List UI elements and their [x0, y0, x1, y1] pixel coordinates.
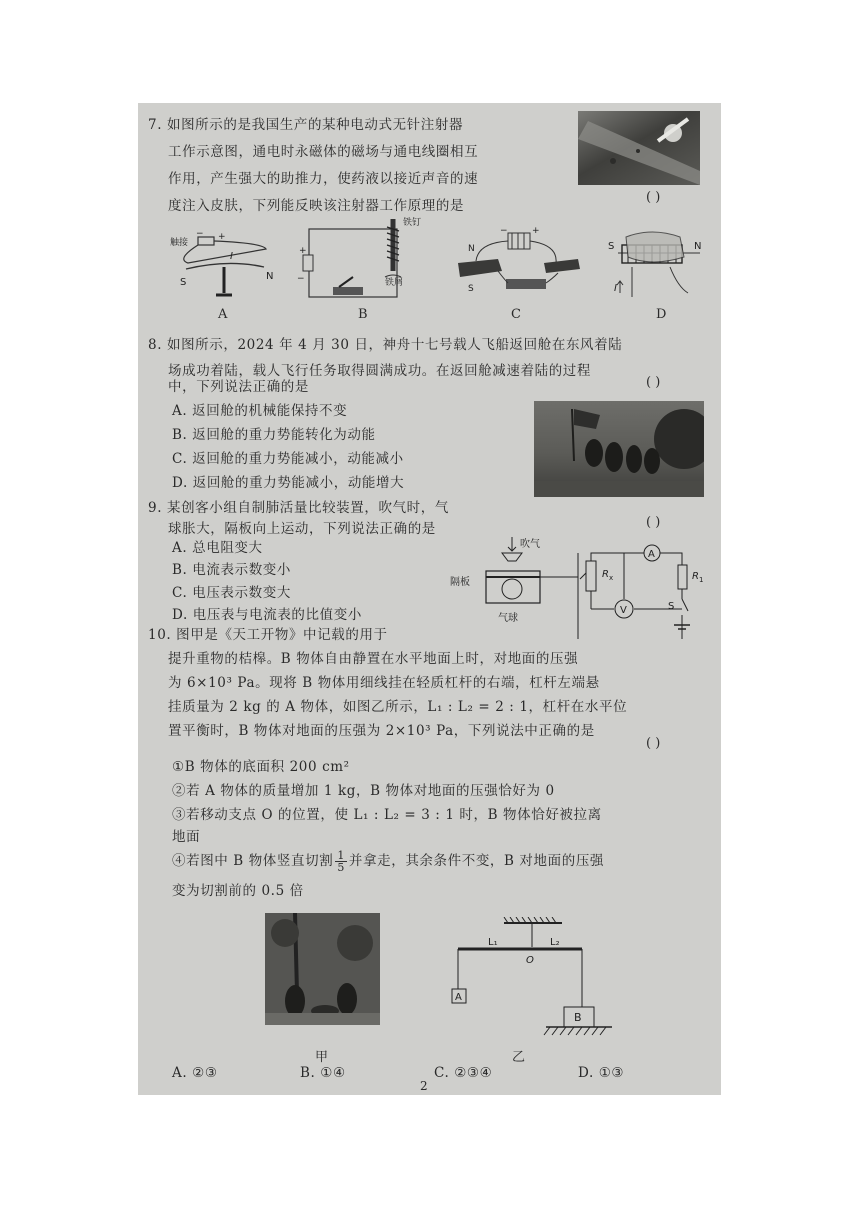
q8-option-a: A. 返回舱的机械能保持不变: [172, 403, 348, 419]
q9-option-d: D. 电压表与电流表的比值变小: [172, 607, 362, 623]
q9-ammeter-label: A: [648, 549, 655, 560]
q10-stmt4-fraction: $\frac{1}{5}$: [337, 849, 345, 874]
q7-fig-b: [293, 215, 423, 307]
q10-statement-2: ②若 A 物体的质量增加 1 kg，B 物体对地面的压强恰好为 0: [172, 783, 555, 799]
q10-option-d: D. ①③: [578, 1065, 625, 1081]
q10-statement-3: ③若移动支点 O 的位置，使 L₁ : L₂ = 3 : 1 时，B 物体恰好被拉离: [172, 807, 602, 823]
q10-o-label: O: [526, 955, 534, 966]
q7d-s: S: [608, 241, 615, 252]
q7c-s: S: [468, 284, 474, 294]
exam-page: [138, 103, 721, 1095]
q7b-plus: +: [299, 246, 307, 256]
electromagnet-diagram: [293, 215, 423, 307]
lever-diagram: [450, 917, 620, 1043]
q7-injector-photo: [578, 111, 700, 185]
q7-fig-d: [608, 227, 708, 305]
q7-fig-a: [168, 223, 288, 305]
q8-option-b: B. 返回舱的重力势能转化为动能: [172, 427, 376, 443]
switch-icon: [506, 279, 546, 289]
q10-yi-caption: 乙: [512, 1050, 526, 1065]
q10-line-1: 10. 图甲是《天工开物》中记载的用于: [148, 627, 388, 643]
q9-voltmeter-label: V: [620, 605, 627, 616]
q9-r1-label: R: [692, 571, 699, 582]
q7-fig-c: [448, 223, 588, 305]
q10-statement-1: ①B 物体的底面积 200 cm²: [172, 759, 350, 775]
q10-jia-caption: 甲: [315, 1050, 329, 1065]
q10-a-label: A: [455, 992, 462, 1003]
q8-answer-paren: ( ): [646, 375, 661, 390]
q7-line-1: 7. 如图所示的是我国生产的某种电动式无针注射器: [148, 117, 464, 133]
motor-diagram: [448, 223, 588, 305]
q9-balloon-label: 气球: [498, 613, 518, 624]
q10-statement-3-cont: 地面: [172, 829, 201, 845]
q9-rx-label: R: [602, 569, 609, 580]
q10-statement-4: [172, 849, 604, 873]
q9-option-b: B. 电流表示数变小: [172, 562, 292, 578]
page-number: 2: [420, 1079, 428, 1093]
q7-line-4: 度注入皮肤，下列能反映该注射器工作原理的是: [168, 198, 465, 214]
q9-rx-sub: x: [609, 574, 614, 582]
q10-line-3: 为 6×10³ Pa。现将 B 物体用细线挂在轻质杠杆的右端，杠杆左端悬: [168, 675, 600, 691]
q9-r1-sub: 1: [699, 576, 704, 584]
q7d-n: N: [694, 241, 702, 252]
hand-icon: [626, 232, 684, 262]
q10-option-b: B. ①④: [300, 1065, 346, 1081]
q10-yi-lever-figure: [450, 917, 620, 1043]
q7a-s: S: [180, 277, 187, 288]
q7-fig-a-label: A: [218, 307, 228, 322]
battery-icon: [303, 255, 313, 271]
q7b-filings: 铁屑: [385, 278, 404, 288]
q7-answer-paren: ( ): [646, 190, 661, 205]
q7-fig-c-label: C: [511, 307, 521, 322]
q10-option-a: A. ②③: [172, 1065, 218, 1081]
switch-icon: [333, 287, 363, 295]
q9-partition-label: 隔板: [450, 577, 470, 588]
q7a-plus: +: [218, 232, 226, 242]
oersted-experiment-diagram: [168, 223, 288, 305]
q7b-nail: 铁钉: [403, 218, 422, 228]
q7a-n: N: [266, 271, 274, 282]
q9-option-c: C. 电压表示数变大: [172, 585, 291, 601]
q8-line-2: 场成功着陆，载人飞行任务取得圆满成功。在返回舱减速着陆的过程: [168, 363, 591, 379]
q7d-current: I: [614, 283, 617, 294]
q10-line-5: 置平衡时，B 物体对地面的压强为 2×10³ Pa，下列说法中正确的是: [168, 723, 595, 739]
battery-icon: [508, 233, 530, 249]
q7b-minus: −: [297, 274, 305, 284]
q8-line-1: 8. 如图所示，2024 年 4 月 30 日，神舟十七号载人飞船返回舱在东风着陆: [148, 337, 623, 353]
q10-line-2: 提升重物的桔槔。B 物体自由静置在水平地面上时，对地面的压强: [168, 651, 579, 667]
q10-b-label: B: [574, 1011, 582, 1024]
q7c-minus: −: [500, 226, 508, 236]
solenoid-hand-diagram: [608, 227, 708, 305]
q7a-contact-text: 触接: [170, 238, 189, 248]
q10-l1-label: L₁: [488, 937, 498, 948]
q10-option-c: C. ②③④: [434, 1065, 493, 1081]
q9-option-a: A. 总电阻变大: [172, 540, 263, 556]
q9-line-1: 9. 某创客小组自制肺活量比较装置，吹气时，气: [148, 500, 449, 516]
q8-line-3: 中，下列说法正确的是: [168, 379, 309, 395]
q9-blow-label: 吹气: [520, 539, 540, 550]
q10-answer-paren: ( ): [646, 736, 661, 751]
q7c-plus: +: [532, 226, 540, 236]
q9-switch-label: S: [668, 601, 675, 612]
q7a-minus: −: [196, 229, 204, 239]
q10-stmt4-post: 并拿走，其余条件不变，B 对地面的压强: [348, 853, 605, 869]
q7-fig-d-label: D: [656, 307, 667, 322]
q7-line-3: 作用，产生强大的助推力，使药液以接近声音的速: [168, 171, 479, 187]
q7-fig-b-label: B: [358, 307, 368, 322]
lung-capacity-circuit: [446, 533, 706, 639]
q9-line-2: 球胀大，隔板向上运动，下列说法正确的是: [168, 521, 436, 537]
q9-answer-paren: ( ): [646, 515, 661, 530]
q8-option-d: D. 返回舱的重力势能减小，动能增大: [172, 475, 405, 491]
q7-line-2: 工作示意图，通电时永磁体的磁场与通电线圈相互: [168, 144, 479, 160]
q8-option-c: C. 返回舱的重力势能减小，动能减小: [172, 451, 404, 467]
q10-line-4: 挂质量为 2 kg 的 A 物体，如图乙所示，L₁ : L₂ = 2 : 1，杠杆在水平位: [168, 699, 628, 715]
q10-statement-4-cont: 变为切割前的 0.5 倍: [172, 883, 304, 899]
q8-landing-photo: [534, 401, 704, 497]
q10-stmt4-pre: ④若图中 B 物体竖直切割: [172, 853, 334, 869]
q10-jia-illustration: [265, 913, 380, 1025]
q7a-current: I: [230, 251, 233, 262]
q9-circuit-figure: [446, 533, 706, 639]
q7c-n: N: [468, 244, 475, 254]
q10-l2-label: L₂: [550, 937, 560, 948]
